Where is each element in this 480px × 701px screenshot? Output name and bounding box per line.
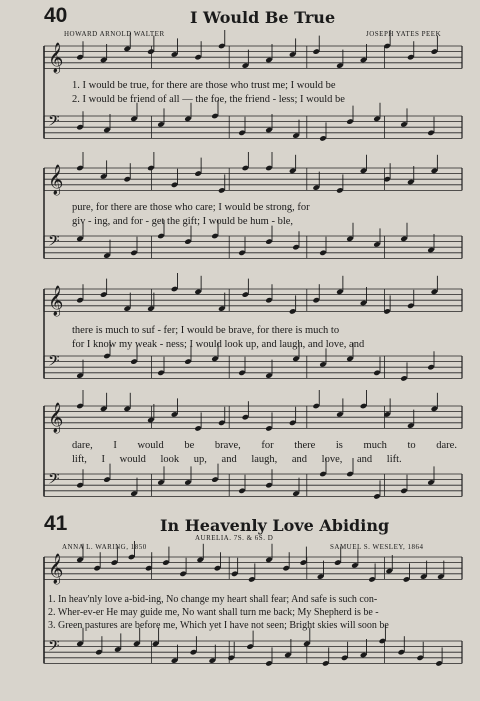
lyric-line: 3. Green pastures are before me, Which yet I have not seen; Bright skies will soon be: [48, 620, 389, 631]
lyric-line: giv - ing, and for - get the gift; I would be hum - ble,: [72, 216, 294, 227]
bass-clef: 𝄢: [48, 637, 60, 659]
tune-name: AURELIA. 7S. & 6S. D: [195, 534, 274, 542]
treble-clef: 𝄞: [48, 403, 64, 434]
lyric-line: for I know my weak - ness; I would look up, and laugh, and love, and: [72, 339, 365, 350]
lyric-line: 2. I would be friend of all — the foe, the friend - less; I would be: [72, 94, 345, 105]
hymn-title: In Heavenly Love Abiding: [160, 516, 390, 535]
author-credit: ANNA L. WARING, 1850: [62, 543, 147, 551]
hymn-number: 40: [44, 4, 68, 27]
bass-clef: 𝄢: [48, 112, 60, 134]
lyric-line: there is much to suf - fer; I would be brave, for there is much to: [72, 325, 340, 336]
treble-clef: 𝄞: [48, 286, 64, 317]
bass-clef: 𝄢: [48, 470, 60, 492]
lyric-line: lift, I would look up, and laugh, and love, and lift.: [72, 454, 402, 465]
bass-clef: 𝄢: [48, 352, 60, 374]
lyric-line: 2. Wher-ev-er He may guide me, No want shall turn me back; My Shepherd is be -: [48, 607, 379, 618]
treble-clef: 𝄞: [48, 554, 64, 585]
lyric-line: pure, for there are those who care; I would be strong, for: [72, 202, 310, 213]
hymn-number: 41: [44, 512, 68, 535]
hymn-title: I Would Be True: [190, 8, 336, 27]
bass-clef: 𝄢: [48, 232, 60, 254]
treble-clef: 𝄞: [48, 43, 64, 74]
author-credit: HOWARD ARNOLD WALTER: [64, 30, 165, 38]
treble-clef: 𝄞: [48, 165, 64, 196]
lyric-line: 1. I would be true, for there are those who trust me; I would be: [72, 80, 336, 91]
composer-credit: JOSEPH YATES PEEK: [366, 30, 442, 38]
lyric-line: dare, I would be brave, for there is much to dare.: [72, 440, 457, 451]
composer-credit: SAMUEL S. WESLEY, 1864: [330, 543, 424, 551]
lyric-line: 1. In heav'nly love a-bid-ing, No change my heart shall fear; And safe is such con-: [48, 594, 378, 605]
